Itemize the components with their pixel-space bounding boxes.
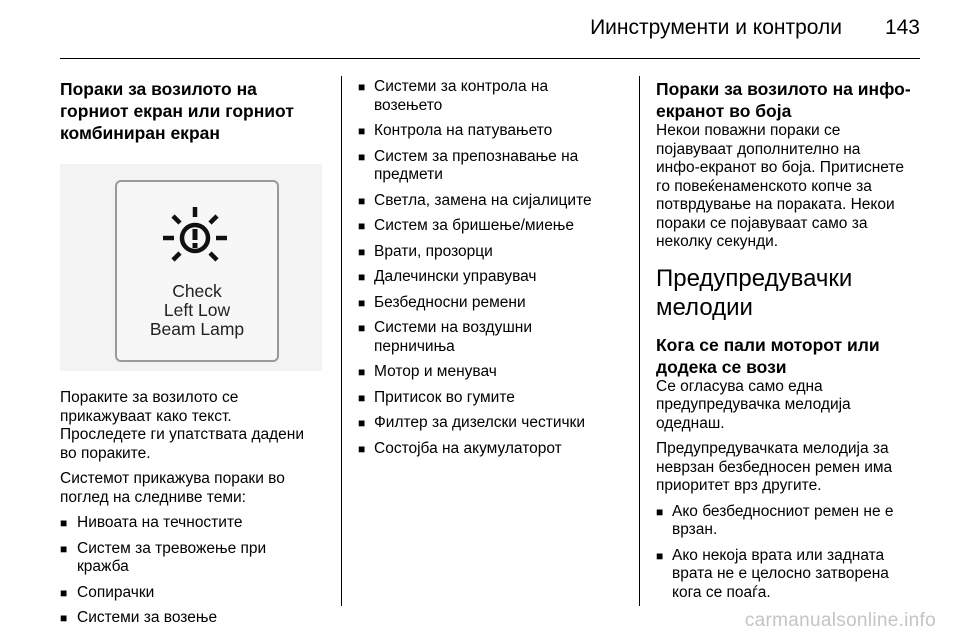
list-item: ■ Систем за тревожење при кражба	[60, 540, 330, 577]
header-title: Иинструменти и контроли	[590, 16, 842, 39]
list-item: ■ Системи за контрола на возењето	[358, 78, 620, 115]
header-rule	[60, 58, 920, 59]
section-title-warning-chimes: Предупредувачки мелодии	[656, 264, 853, 321]
paragraph-messages-as-text: Пораките за возилото се прикажуваат како текст. Проследете ги упатствата дадени во пораките.	[60, 389, 305, 462]
paragraph-one-chime: Се огласува само една предупредувачка мелодија одеднаш.	[656, 377, 851, 432]
section-heading-vehicle-messages-top-display: Пораки за возилото на горниот екран или горниот комбиниран екран	[60, 79, 294, 143]
subheading-engine-start-driving: Кога се пали моторот или додека се вози	[656, 334, 880, 377]
list-item: ■ Системи на воздушни перничиња	[358, 319, 620, 356]
list-item: ■ Светла, замена на сијалиците	[358, 192, 620, 211]
list-item: ■ Систем за препознавање на предмети	[358, 148, 620, 185]
list-item: ■ Далечински управувач	[358, 268, 620, 287]
list-item: ■ Безбедносни ремени	[358, 294, 620, 313]
section-heading-info-display-messages: Пораки за возилото на инфо- екранот во боја	[656, 79, 911, 121]
list-item: ■ Ако безбедносниот ремен не е врзан.	[656, 503, 926, 540]
vehicle-message-figure	[60, 164, 322, 371]
paragraph-info-display: Некои поважни пораки се појавуваат дополнително на инфо-екранот во боја. Притиснете го повеќенаменското копче за потврдување на пораката. Некои пораки се појавуваат само за неколку секунди.	[656, 122, 904, 250]
page-number: 143	[884, 16, 920, 39]
list-item: ■ Контрола на патувањето	[358, 122, 620, 141]
message-display-panel	[115, 180, 279, 362]
list-item: ■ Нивоата на течностите	[60, 514, 330, 533]
topic-list-2	[358, 78, 620, 458]
column-3	[656, 78, 926, 609]
column-separator-1	[341, 76, 342, 606]
column-1	[60, 78, 330, 635]
chime-conditions-list	[656, 503, 926, 603]
list-item: ■ Системи за возење	[60, 609, 330, 628]
low-beam-lamp-warning-icon	[159, 200, 231, 272]
message-display-text: Check Left Low Beam Lamp	[149, 281, 245, 339]
list-item: ■ Состојба на акумулаторот	[358, 440, 620, 459]
list-item: ■ Филтер за дизелски честички	[358, 414, 620, 433]
paragraph-chime-priority: Предупредувачката мелодија за неврзан безбедносен ремен има приоритет врз другите.	[656, 440, 893, 494]
column-separator-2	[639, 76, 640, 606]
list-item: ■ Сопирачки	[60, 584, 330, 603]
list-item: ■ Притисок во гумите	[358, 389, 620, 408]
paragraph-message-topics: Системот прикажува пораки во поглед на следниве теми:	[60, 470, 285, 506]
list-item: ■ Мотор и менувач	[358, 363, 620, 382]
list-item: ■ Врати, прозорци	[358, 243, 620, 262]
column-2	[358, 78, 620, 465]
topic-list-1	[60, 514, 330, 628]
list-item: ■ Ако некоја врата или задната врата не е целосно затворена кога се поаѓа.	[656, 547, 926, 603]
list-item: ■ Систем за бришење/миење	[358, 217, 620, 236]
watermark: carmanualsonline.info	[744, 610, 936, 631]
